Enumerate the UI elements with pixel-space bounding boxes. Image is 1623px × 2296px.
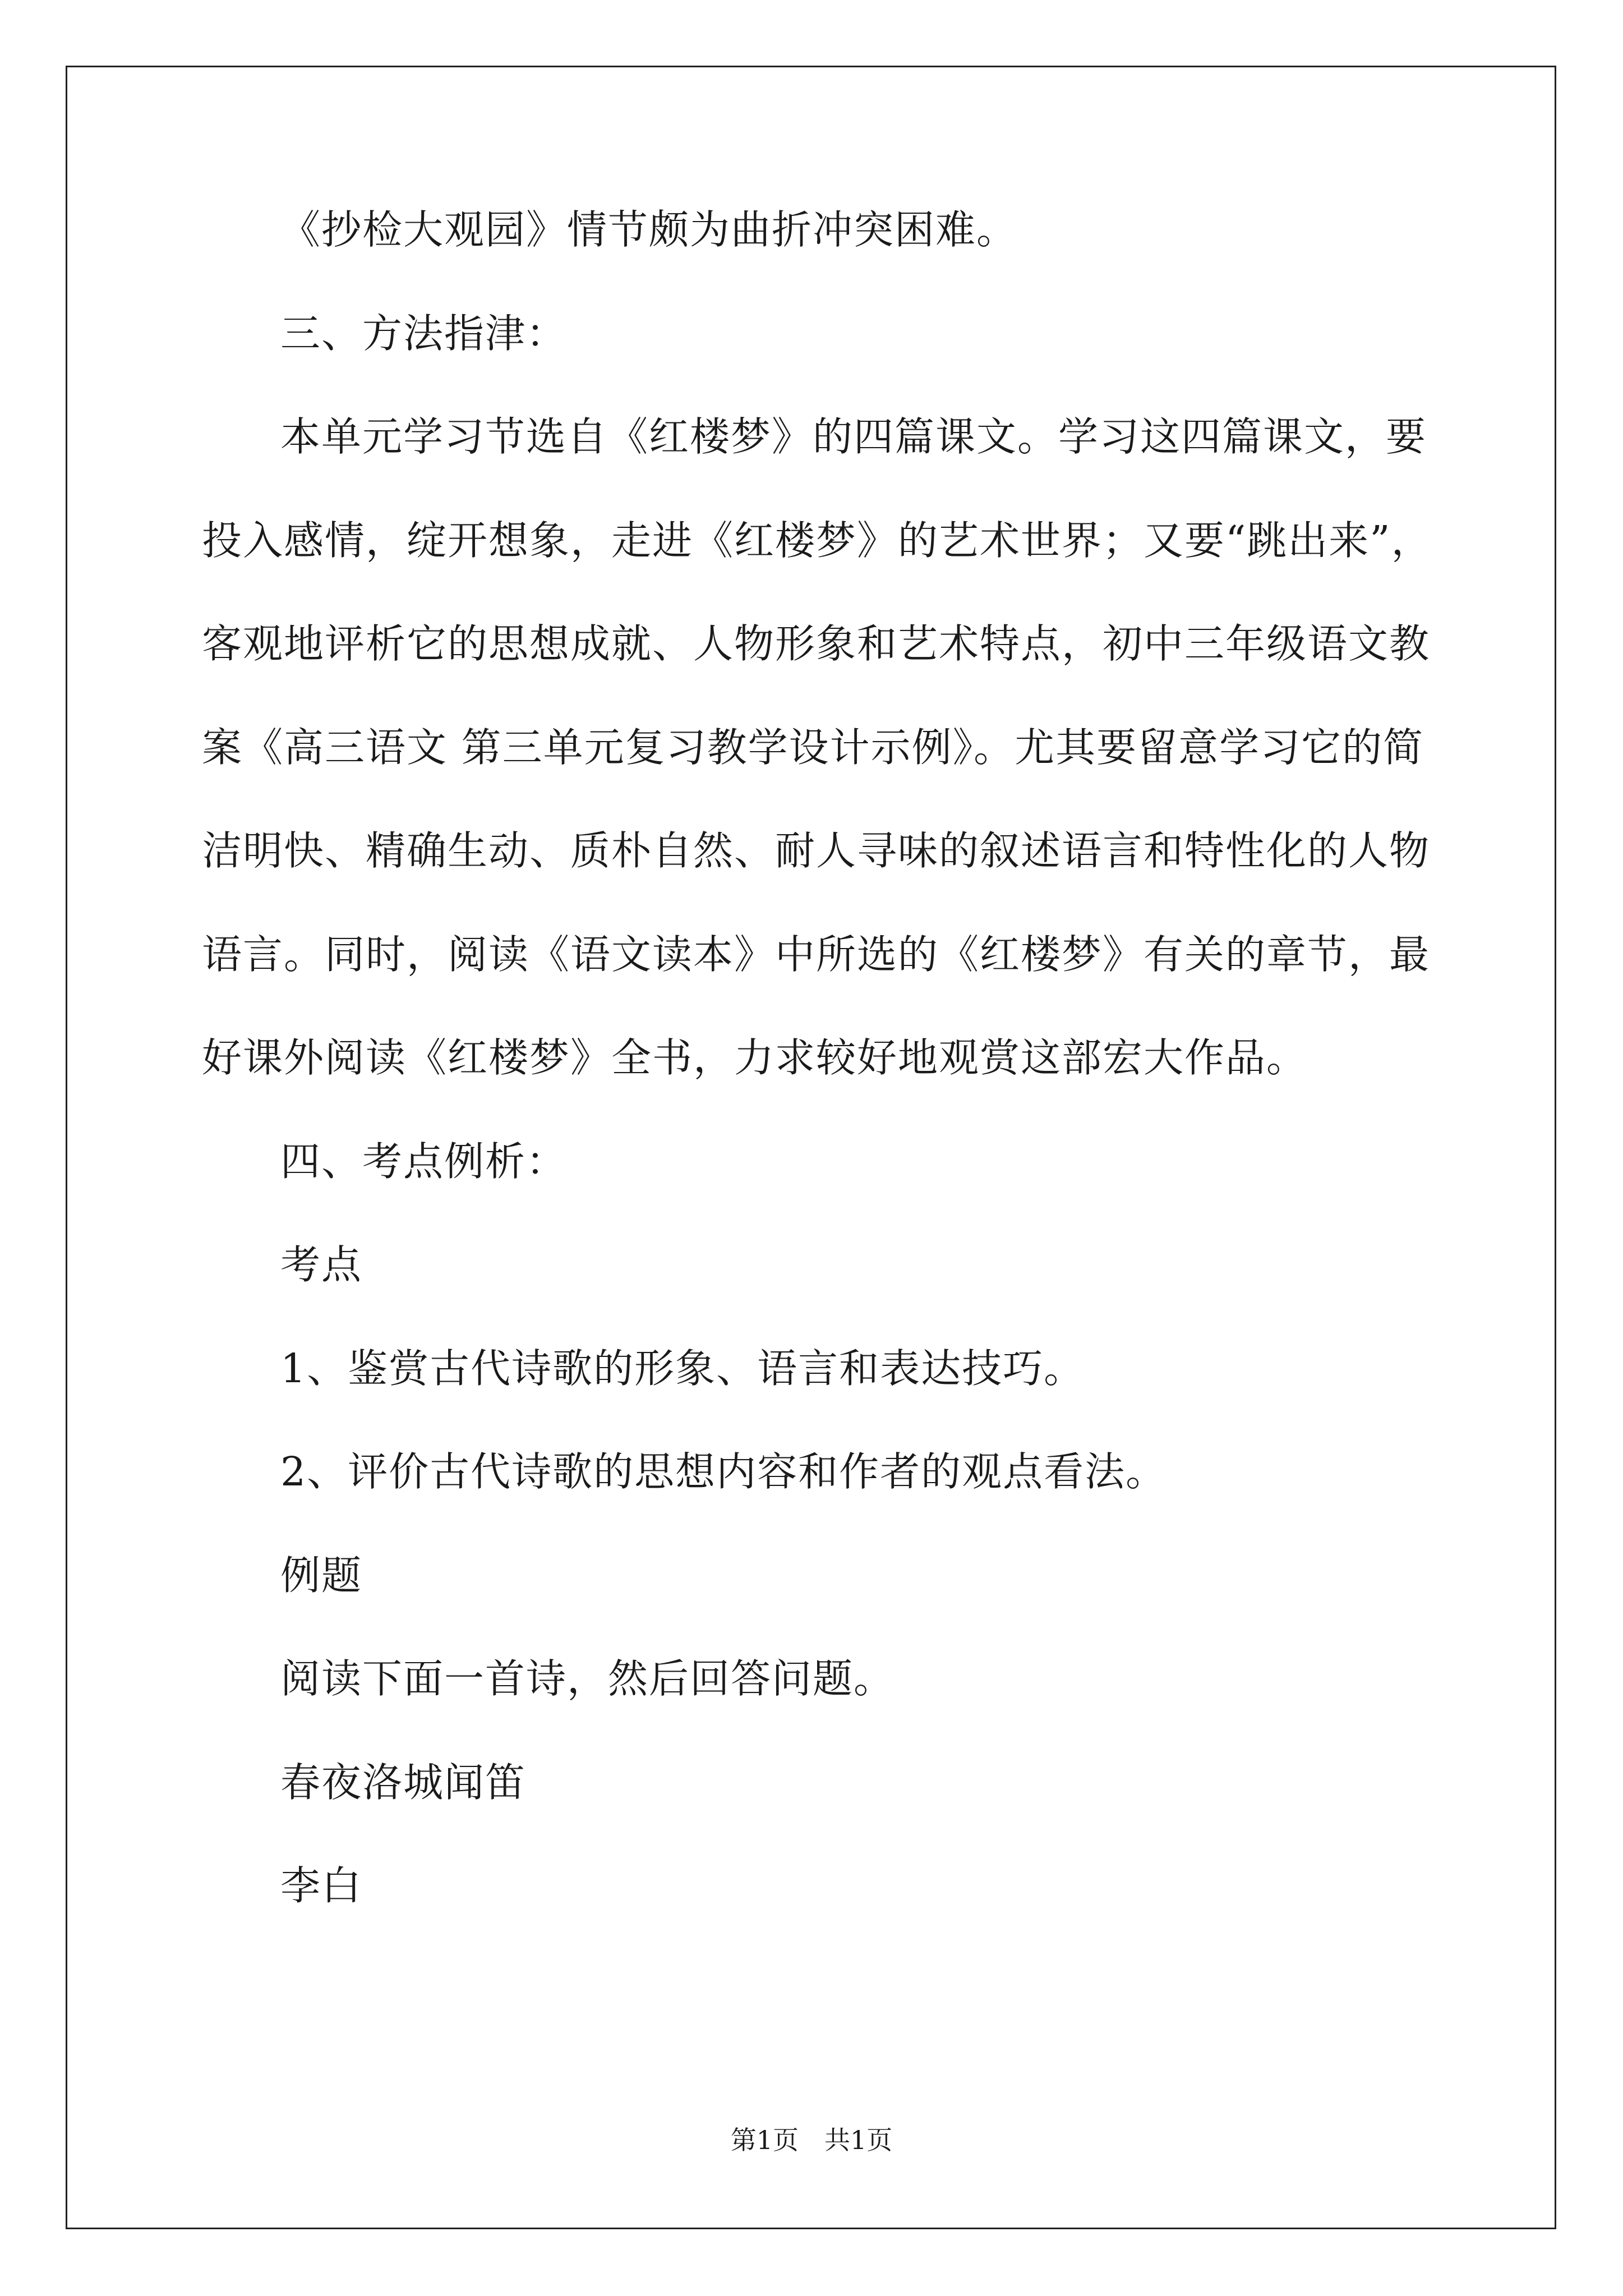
text-line: 《抄检大观园》情节颇为曲折冲突困难。 xyxy=(280,206,1018,253)
text-line: 语言。同时，阅读《语文读本》中所选的《红楼梦》有关的章节，最 xyxy=(202,931,1431,978)
text-line: 例题 xyxy=(280,1552,363,1599)
text-line: 考点 xyxy=(280,1241,363,1288)
text-line: 客观地评析它的思想成就、人物形象和艺术特点，初中三年级语文教 xyxy=(202,620,1431,667)
poem-author: 李白 xyxy=(280,1862,363,1909)
poem-title: 春夜洛城闻笛 xyxy=(280,1759,527,1806)
page-footer: 第1页 共1页 xyxy=(730,2125,893,2155)
text-line: 案《高三语文 第三单元复习教学设计示例》。尤其要留意学习它的简 xyxy=(202,724,1424,771)
section-heading: 四、考点例析： xyxy=(280,1138,568,1185)
text-line: 本单元学习节选自《红楼梦》的四篇课文。学习这四篇课文，要 xyxy=(280,413,1427,460)
text-line: 好课外阅读《红楼梦》全书，力求较好地观赏这部宏大作品。 xyxy=(202,1034,1308,1081)
list-item: 1、鉴赏古代诗歌的形象、语言和表达技巧。 xyxy=(280,1345,1085,1392)
section-heading: 三、方法指津： xyxy=(280,310,568,357)
list-item: 2、评价古代诗歌的思想内容和作者的观点看法。 xyxy=(280,1448,1167,1495)
text-line: 投入感情，绽开想象，走进《红楼梦》的艺术世界；又要“跳出来”， xyxy=(202,517,1432,564)
text-line: 洁明快、精确生动、质朴自然、耐人寻味的叙述语言和特性化的人物 xyxy=(202,827,1431,874)
text-line: 阅读下面一首诗，然后回答问题。 xyxy=(280,1655,895,1702)
